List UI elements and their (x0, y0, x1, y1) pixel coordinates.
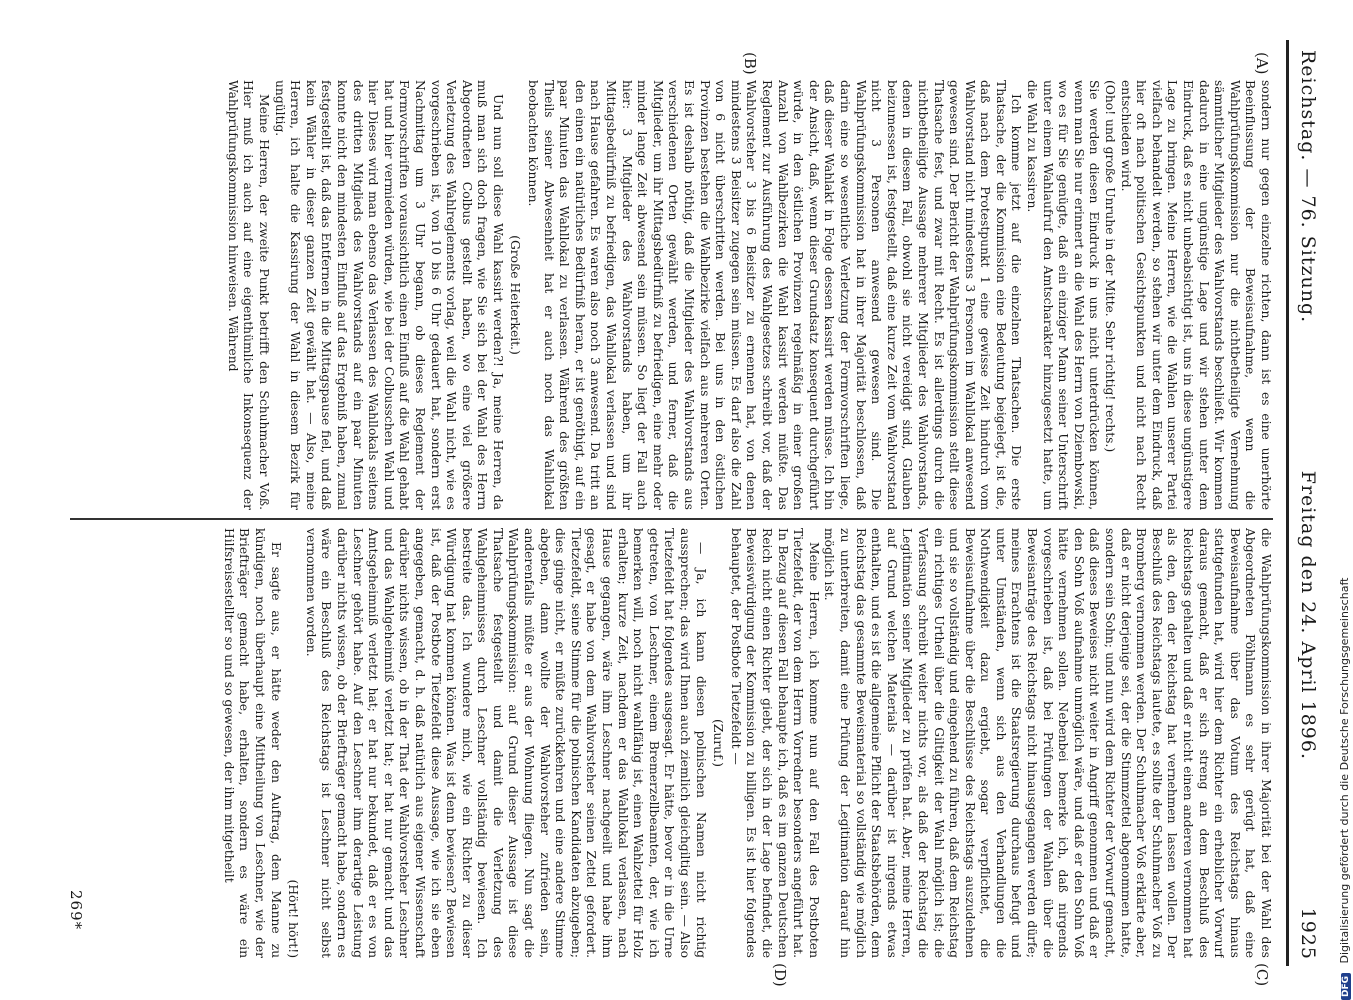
digitization-credit (1338, 0, 1351, 1000)
running-header (1291, 50, 1325, 960)
paragraph: Meine Herren, ich komme nun auf den Fall des Postboten Tietzefeldt, der von dem Herrn Vorredner besonders angeführt hat. In Bezug auf diesen Fall behaupte ich, daß es im ganzen Deutschen Reich nicht einen Richter giebt, der sich in der Lage befindet, die Beweiswürdigung der Kommission zu billigen. Es ist hier folgendes behauptet, der Postbote Tietzefeldt — (728, 528, 821, 958)
margin-mark-a: (A) (1253, 52, 1271, 75)
paragraph: (Große Heiterkeit.) (508, 235, 523, 355)
column-rule (70, 518, 1273, 520)
paragraph: Ich komme jetzt auf die einzelnen Thatsachen. Die erste Thatsache, der die Kommission eine Bedeutung beigelegt, ist die, daß nach dem Protestpunkt 1 eine gewisse Zeit hindurch vom Wahlvorstand nicht mindestens 3 Personen im Wahllokal anwesend gewesen sind. Der Bericht der Wahlprüfungskommission stellt diese Thatsache fest, und zwar mit Recht. Es ist allerdings durch die nichtbetheiligte Aussage mehrerer Mitglieder des Wahlvorstands, denen in diesem Fall, obwohl sie nicht vereidigt sind, Glauben beizumessen ist, festgestellt, daß eine kurze Zeit vom Wahlvorstand nicht 3 Personen anwesend gewesen sind. Die Wahlprüfungskommission hat in ihrer Majorität beschlossen, daß darin eine so wesentliche Verletzung der Formvorschriften liege, daß dieser Wahlakt in Folge dessen kassirt werden müsse. Ich bin der Ansicht, daß, wenn dieser Grundsatz konsequent durchgeführt würde, in den östlichen Provinzen regelmäßig in einer großen Anzahl von Wahlbezirken die Wahl kassirt werden müßte. Das Reglement zur Ausführung des Wahlgesetzes schreibt vor, daß der Wahlvorsteher 3 bis 6 Beisitzer zu ernennen hat, von denen mindestens 3 Beisitzer zugegen sein müssen. Es darf also die Zahl von 6 nicht überschritten werden. Bei uns in den östlichen Provinzen bestehen die Wahlbezirke vielfach aus mehreren Orten. Es ist deshalb nöthig, daß die Mitglieder des Wahlvorstands aus verschiedenen Orten gewählt werden, und ferner, daß die Mitglieder, um ihr Mittagsbedürfniß zu befriedigen, eine mehr oder minder lange Zeit abwesend sein müssen. So liegt der Fall auch hier: 3 Mitglieder des Wahlvorstands haben, um ihr Mittagsbedürfniß zu befriedigen, das Wahllokal verlassen und sind nach Hause gefahren. Es waren also noch 3 anwesend. Da tritt an den einen ein natürliches Bedürfniß heran, er ist genöthigt, auf ein paar Minuten das Wahllokal zu verlassen. Während des größten Theils seiner Abwesenheit hat er auch noch das Wahllokal beobachten können. (526, 80, 1024, 510)
margin-mark-c: (C) (1253, 963, 1271, 987)
margin-mark-b: (B) (741, 52, 759, 75)
right-column (58, 528, 1273, 958)
paragraph: Und nun soll diese Wahl kassirt werden?! Ja, meine Herren, da muß man sich doch fragen, wie Sie sich bei der Wahl des Herrn Abgeordneten Colbus gestellt haben, wo eine viel größere Verletzung des Wahlreglements vorlag, weil die Wahl nicht, wie es vorgeschrieben ist, von 10 bis 6 Uhr gedauert hat, sondern erst Nachmittag um 3 Uhr begann, ob dieses Reglement der Formvorschriften voraussichtlich einen Einfluß auf die Wahl gehabt hat und hier vermieden würden, wie bei der Colbusschen Wahl und hier Dieses wird man ebenso das Verlassen des Wahllokals seitens des dritten Mitglieds des Wahlvorstands auf ein paar Minuten konnte nicht den mindesten Einfluß auf das Ergebniß haben, zumal festgestellt ist, daß das Entfernen in die Mittagspause fiel, und daß kein Wähler in dieser ganzen Zeit gewählt hat. — Also, meine Herren, ich halte die Kassirung der Wahl in diesem Bezirk für ungültig. (272, 80, 505, 510)
paragraph: Meine Herren, der zweite Punkt betrifft den Schuhmacher Voß. Hier muß ich auch auf eine eigenthümliche Inkonsequenz der Wahlprüfungskommission hinweisen. Während (225, 80, 271, 510)
header-rule (1286, 40, 1289, 966)
margin-mark-d: (D) (771, 963, 789, 987)
paragraph: (Zuruf.) (711, 719, 726, 767)
paragraph: (Oho! und große Unruhe in der Mitte. Sehr richtig! rechts.) (1103, 80, 1118, 453)
paragraph: Sie werden diesen Eindruck in uns nicht unterdrücken können, wenn man Sie nur erinnert an die Wahl des Herrn von Dziembowski, wo es für Sie genügte, daß ein einziger Mann seiner Unterschrift unter einem Wahlaufruf den Amtscharakter hinzugesetzt hatte, um die Wahl zu kassiren. (1025, 80, 1102, 510)
paragraph: die Wahlprüfungskommission in ihrer Majorität bei der Wahl des Abgeordneten Pöhlmann es sehr gerügt hat, daß eine Beweisaufnahme über das Votum des Reichstags hinaus stattgefunden hat, wird hier dem Richter ein erheblicher Vorwurf daraus gemacht, daß er sich streng an dem Beschluß des Reichstags gehalten und daß er nicht einen anderen vernommen hat als den, den der Reichstag hat vernehmen lassen wollen. Der Beschluß des Reichstags lautete, es sollte der Schuhmacher Voß zu Bromberg vernommen werden. Der Schuhmacher Voß erklärte aber, daß er nicht derjenige sei, der die Stimmzettel abgenommen hatte, sondern sein Sohn; und nun wird dem Richter der Vorwurf gemacht, daß dieses Beweises nicht weiter in Angriff genommen und daß er den Sohn Voß aufnahme unmöglich wäre, und daß er den Sohn Voß hätte vernehmen sollen. Nebenbei bemerke ich, daß nirgends vorgeschrieben ist, daß bei Prüfungen der Wahlen über die Beweisanträge des Reichstags nicht hinausgegangen werden dürfe; meines Erachtens ist die Staatsregierung durchaus befugt und unter Umständen, wenn sich aus den Verhandlungen die Nothwendigkeit dazu ergiebt, sogar verpflichtet, die Beweisaufnahme über die Beschlüsse des Reichstags auszudehnen und sie so vollständig und eingehend zu führen, daß dem Reichstag ein richtiges Urtheil über die Giltigkeit der Wahl möglich ist; die Verfassung schreibt weiter nichts vor, als daß der Reichstag die Legitimation seiner Mitglieder zu prüfen hat. Aber, meine Herren, auf Grund welchen Materials — darüber ist nirgends etwas enthalten, und es ist die allgemeine Pflicht der Staatsbehörden, dem Reichstag das gesammte Beweismaterial so vollständig wie möglich zu unterbreiten, damit eine Prüfung der Legitimation darauf hin möglich ist. (822, 528, 1273, 958)
signature-mark: 269* (67, 890, 85, 931)
left-column (58, 80, 1273, 510)
paragraph: sondern nur gegen einzelne richten, dann ist es eine unerhörte Beeinflussung der Beweisaufnahme, wenn die Wahlprüfungskommission nur die nichtbetheiligte Vernehmung sämmtlicher Mitglieder des Wahlvorstands beschließt. Wir kommen dadurch in eine ungünstige Lage und wir stehen unter dem Eindruck, daß es nicht unbeabsichtigt ist, uns in diese ungünstigere Lage zu bringen. Meine Herren, wie die Wahlen unserer Partei vielfach behandelt werden, so stehen wir unter dem Eindruck, daß hier oft nach politischen Gesichtspunkten und nicht nach Recht entschieden wird. (1118, 80, 1273, 510)
credit-text: Digitalisierung gefördert durch die Deutsche Forschungsgemeinschaft (1338, 577, 1351, 964)
paragraph: (Hört! hört!) (286, 879, 301, 958)
header-left: Reichstag. — 76. Sitzung. (1297, 50, 1319, 324)
dfg-logo: DFG (1341, 973, 1351, 1000)
paragraph: — Ja, ich kann diesen polnischen Namen nicht richtig aussprechen; das wird Ihnen auch ziemlich gleichgiltig sein. — Also Tietzefeldt hat folgendes ausgesagt. Er hätte, bevor er in die Urne getreten, von Leschner, einem Bremerzellbeamten, der, wie ich bemerken will, noch nicht wahlfähig ist, einen Wahlzettel für Holz erhalten; kurze Zeit, nachdem er das Wahllokal verlassen, nach Hause gegangen, wäre ihm Leschner nachgeeilt und habe ihm gesagt, er habe von dem Wahlvorsteher seinen Zettel gefordert. Tietzefeldt, seine Stimme für die polnischen Kandidaten abzugeben; dies ginge nicht, er müßte zurückkehren und eine andere Stimme abgeben, dann wollte der Wahlvorsteher zufrieden sein, anderenfalls müßte er aus der Wohnung fliegen. Nun sagt die Wahlprüfungskommission: auf Grund dieser Aussage ist diese Thatsache festgestellt und damit die Verletzung des Wahlgeheimnisses durch Leschner vollständig bewiesen. Ich bestreite das. Ich wundere mich, wie ein Richter zu dieser Würdigung hat kommen können. Was ist denn bewiesen? Bewiesen ist, daß der Postbote Tietzefeldt diese Aussage, wie ich sie eben angegeben, gemacht, d. h. daß natürlich aus eigener Wissenschaft darüber nichts wissen, ob in der That der Wahlvorsteher Leschner und das Wahlgeheimniß verletzt hat; er hat nur gemacht und das Amtsgeheimniß verletzt hat; er hat nur bekundet, daß er es von Leschner gehört habe. Auf den Leschner ihm derartige Leistung darüber nichts wissen, ob der Briefträger gemacht habe, sondern es wäre ein Beschluß des Reichstags ist Leschner nicht selbst vernommen worden. (303, 528, 708, 958)
page-number: 1925 (1297, 907, 1319, 960)
header-date: Freitag den 24. April 1896. (1297, 470, 1319, 761)
paragraph: Er sagte aus, er hätte weder den Auftrag, dem Manne zu kündigen, noch überhaupt eine Mittheilung von Leschner, wie der Briefträger gemacht habe, erhalten, sondern es wäre ein Hilfsreisestellter so und so gewesen, der ihm mitgetheilt (221, 528, 283, 958)
